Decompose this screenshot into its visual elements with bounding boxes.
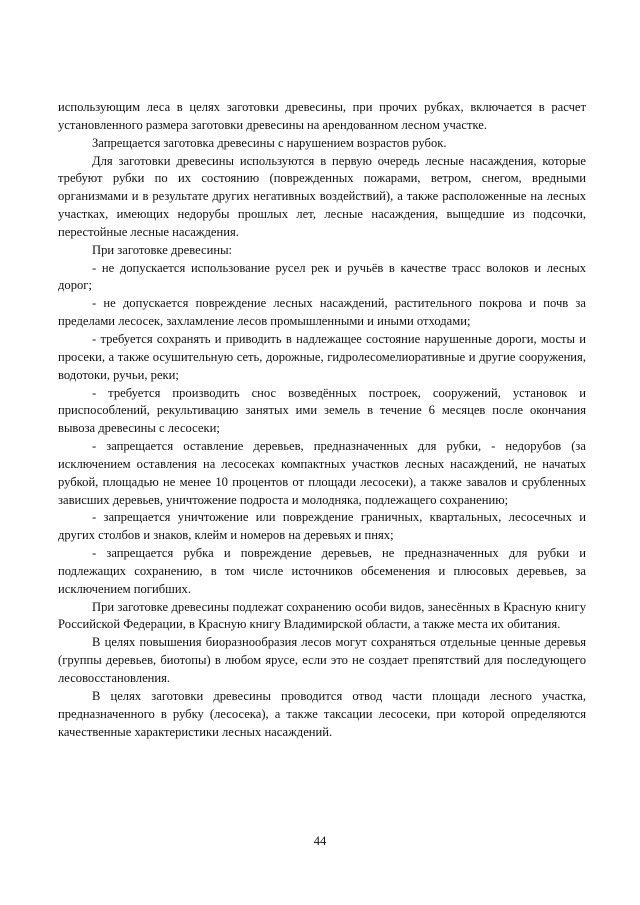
list-item-7: - запрещается рубка и повреждение деревьев, не предназначенных для рубки и подлежащих сохранению, в том числе источников обсеменения и плюсовых деревьев, за исключением погибших. [58, 546, 586, 596]
list-item-1: - не допускается использование русел рек и ручьёв в качестве трасс волоков и лесных дорог; [58, 260, 586, 293]
page-number: 44 [313, 834, 327, 848]
list-item-5: - запрещается оставление деревьев, предназначенных для рубки, - недорубов (за исключением оставления на лесосеках компактных участков лесных насаждений, не начатых рубкой, площадью не менее 10 процентов от площади лесосеки), а также завалов и срубленных зависших деревьев, уничтожение подроста и молодняка, подлежащего сохранению; [58, 439, 586, 507]
paragraph-6: В целях повышения биоразнообразия лесов могут сохраняться отдельные ценные деревья (группы деревьев, биотопы) в любом ярусе, если это не создает препятствий для последующего лесовосстановления. [58, 635, 586, 685]
paragraph-4: При заготовке древесины: [92, 242, 233, 257]
list-item-6: - запрещается уничтожение или повреждение граничных, квартальных, лесосечных и других столбов и знаков, клейм и номеров на деревьях и пнях; [58, 510, 586, 543]
paragraph-2: Запрещается заготовка древесины с нарушением возрастов рубок. [92, 135, 447, 150]
list-item-4: - требуется производить снос возведённых построек, сооружений, установок и приспособлений, рекультивацию занятых ими земель в течение 6 месяцев после окончания вывоза древесины с лесосеки; [58, 385, 586, 436]
paragraph-7: В целях заготовки древесины проводится отвод части площади лесного участка, предназначенного в рубку (лесосека), а также таксации лесосеки, при которой определяются качественные характеристики лесных насаждений. [58, 688, 586, 739]
paragraph-1: использующим леса в целях заготовки древесины, при прочих рубках, включается в расчет установленного размера заготовки древесины на арендованном лесном участке. [58, 100, 586, 132]
list-item-2: - не допускается повреждение лесных насаждений, растительного покрова и почв за пределами лесосек, захламление лесов промышленными и иными отходами; [58, 296, 586, 329]
body-text [58, 99, 586, 741]
list-item-3: - требуется сохранять и приводить в надлежащее состояние нарушенные дороги, мосты и просеки, а также осушительную сеть, дорожные, гидролесомелиоративные и другие сооружения, водотоки, ручьи, реки; [58, 331, 586, 382]
paragraph-3: Для заготовки древесины используются в первую очередь лесные насаждения, которые требуют рубки по их состоянию (поврежденных пожарами, ветром, снегом, вредными организмами и в результате других негативных воздействий), а также расположенные на лесных участках, имеющих недорубы прошлых лет, лесные насаждения, выщедшие из подсочки, перестойные лесные насаждения. [58, 153, 586, 239]
paragraph-5: При заготовке древесины подлежат сохранению особи видов, занесённых в Красную книгу Российской Федерации, в Красную книгу Владимирской области, а также места их обитания. [58, 599, 586, 632]
